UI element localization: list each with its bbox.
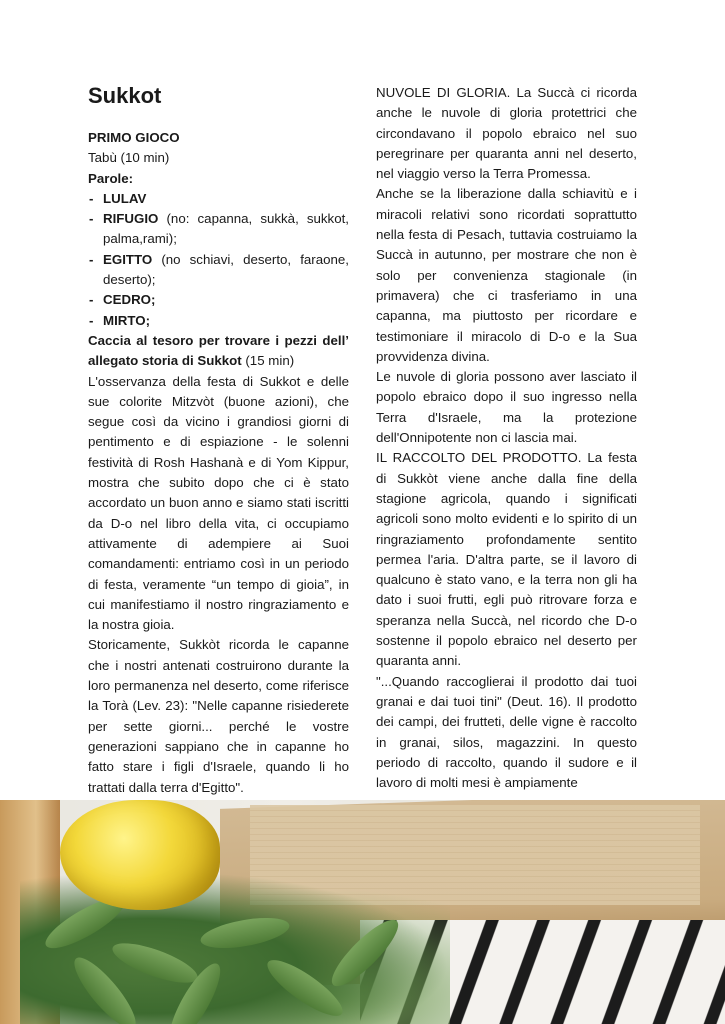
paragraph: NUVOLE DI GLORIA. La Succà ci ricorda anche le nuvole di gloria protettrici che circondavano il popolo ebraico nel suo peregrinare per quaranta anni nel deserto, nel viaggio verso la Terra Promessa. [376,85,637,182]
parole-label: Parole: [88,170,134,186]
list-item [88,290,349,310]
caccia-line [88,331,349,372]
tabu-line: Tabù (10 min) [88,150,170,166]
list-item-word: EGITTO [103,251,153,267]
paragraph: Storicamente, Sukkòt ricorda le capanne che i nostri antenati costruirono durante la loro permanenza nel deserto, come riferisce la Torà (Lev. 23): "Nelle capanne risiederete per sette giorni... perché le vostre generazioni sappiano che in capanne ho fatto stare i figli d'Israele, quando li ho trattati dalla terra d'Egitto". [88,637,349,795]
list-item-word: CEDRO; [103,292,156,308]
list-item [88,209,349,250]
list-item-note: (no schiavi, deserto, faraone, deserto); [103,251,349,288]
caccia-duration: (15 min) [241,353,295,369]
paragraph: "...Quando raccoglierai il prodotto dai tuoi granai e dai tuoi tini" (Deut. 16). Il prodotto dei campi, dei frutteti, delle vigne è raccolto in granai, silos, magazzini. In questo periodo di raccolto, quando il sudore e il lavoro di molti mesi è ampiamente [376,673,637,791]
list-item-note: (no: capanna, sukkà, sukkot, palma,rami); [103,211,349,247]
list-item [88,311,349,331]
list-item-word: RIFUGIO [103,211,159,227]
paragraph: Anche se la liberazione dalla schiavitù e i miracoli relativi sono ricordati soprattutto nella festa di Pesach, tuttavia costruiamo la Succà in autunno, per mostrare che non è solo per convenienza stagionale (in primavera) che ci trasferiamo in una capanna, ma piuttosto per ricordare e testimoniare il miracolo di D-o e la Sua provvidenza divina. [376,186,637,364]
section-title: PRIMO GIOCO [88,130,180,145]
list-item [88,189,349,209]
left-column [88,82,349,798]
parole-list [88,189,349,331]
page-title: Sukkot [88,83,162,108]
list-item [88,250,349,291]
list-item-word: LULAV [103,190,147,206]
sukkot-photo [0,800,725,1024]
caccia-title: Caccia al tesoro per trovare i pezzi dell’ allegato storia di Sukkot [88,332,349,369]
right-column [376,83,637,793]
paragraph: IL RACCOLTO DEL PRODOTTO. La festa di Sukkòt viene anche dalla fine della stagione agricola, quando i significati agricoli sono molto evidenti e lo spirito di un ringraziamento profondamente sentito permea l'aria. D'altra parte, se il lavoro di qualcuno è stato vano, e la terra non gli ha dato i suoi frutti, egli può ritrovare forza e speranza nella Succà, nel ricordo che D-o sostenne il popolo ebraico nel deserto per quaranta anni. [376,450,637,669]
paragraph: Le nuvole di gloria possono aver lasciato il popolo ebraico dopo il suo ingresso nella Terra d'Israele, ma la protezione dell'Onnipotente non ci lascia mai. [376,369,637,446]
list-item-word: MIRTO; [103,312,151,328]
etrog-citron [60,800,220,910]
paragraph: L'osservanza della festa di Sukkot e delle sue colorite Mitzvòt (buone azioni), che segue così da vicino i grandiosi giorni di pentimento e di espiazione - le solenni festività di Rosh Hashanà e di Yom Kippur, mostra che subito dopo che ci è stato accordato un buon anno e siamo stati iscritti da D-o nel libro della vita, ci occupiamo attivamente di adempiere ai Suoi comandamenti: entriamo così in un periodo di festa, veramente “un tempo di gioia”, in cui manifestiamo il nostro ringraziamento e la nostra gioia. [88,373,349,633]
